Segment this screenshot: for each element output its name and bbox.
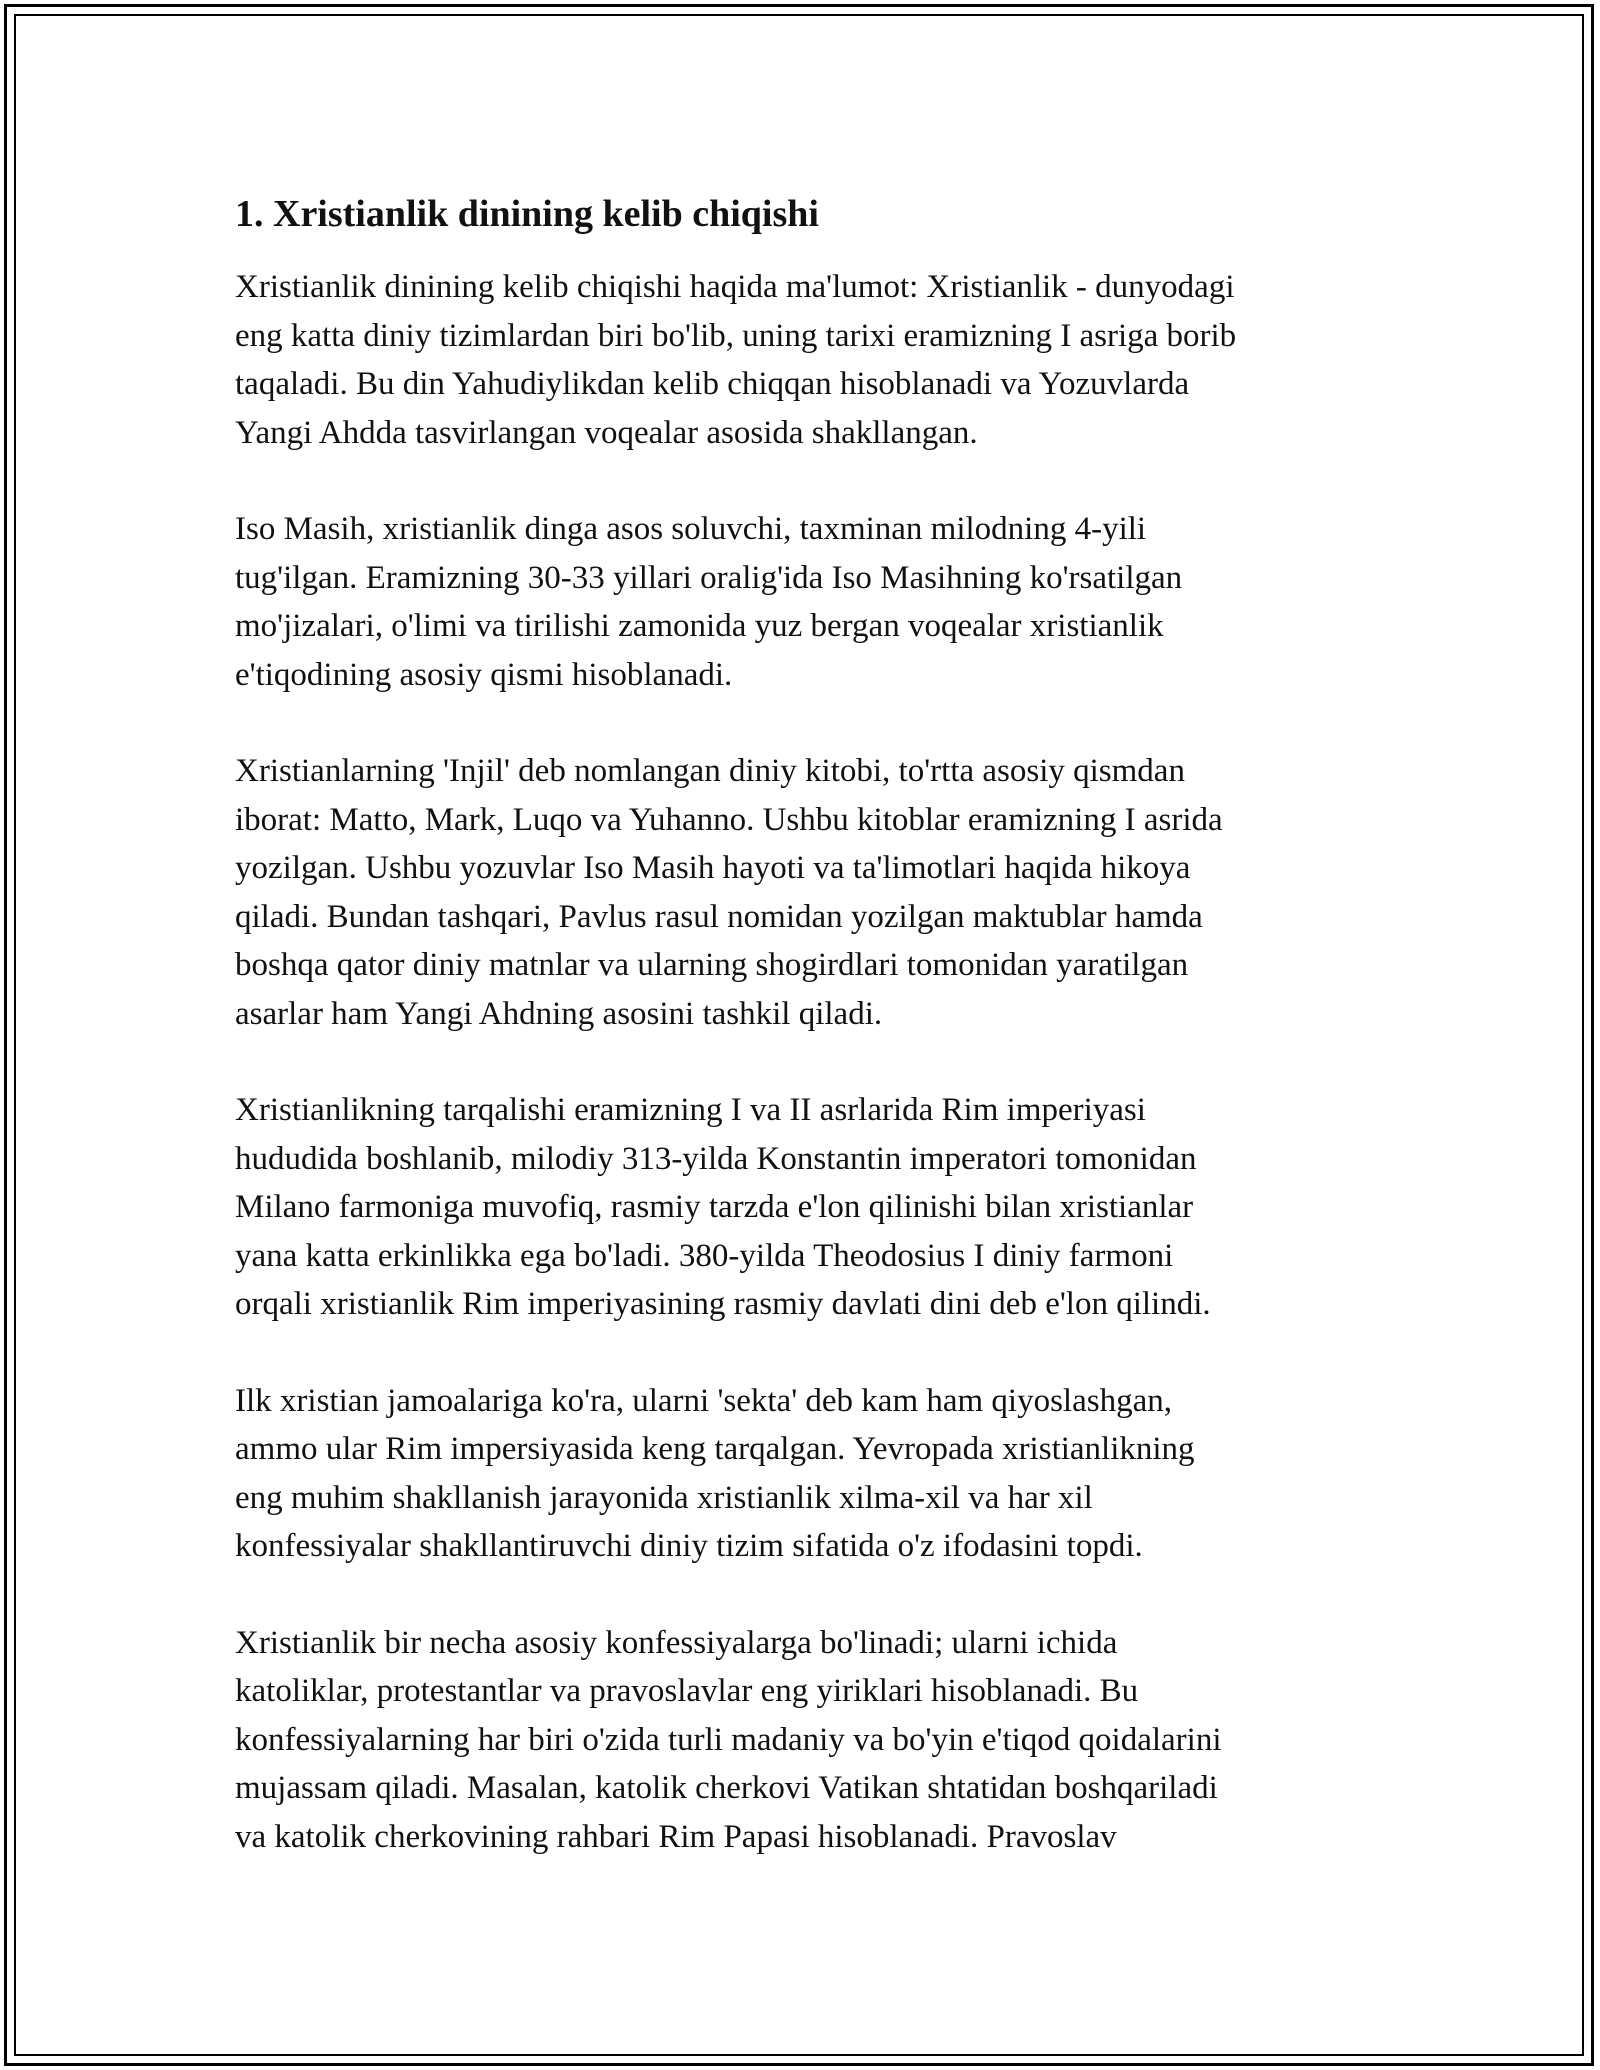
text-line: Milano farmoniga muvofiq, rasmiy tarzda e'lon qilinishi bilan xristianlar <box>235 1189 1194 1225</box>
text-line: katoliklar, protestantlar va pravoslavlar eng yiriklari hisoblanadi. Bu <box>235 1673 1139 1709</box>
text-line: orqali xristianlik Rim imperiyasining rasmiy davlati dini deb e'lon qilindi. <box>235 1286 1211 1322</box>
body-paragraph-4 <box>235 1086 1365 1329</box>
text-line: Xristianlik bir necha asosiy konfessiyalarga bo'linadi; ularni ichida <box>235 1624 1118 1661</box>
text-line: ammo ular Rim impersiyasida keng tarqalgan. Yevropada xristianlikning <box>235 1431 1195 1467</box>
text-line: Yangi Ahdda tasvirlangan voqealar asosida shakllangan. <box>235 414 978 451</box>
body-paragraph-5 <box>235 1377 1365 1571</box>
text-line: konfessiyalarning har biri o'zida turli madaniy va bo'yin e'tiqod qoidalarini <box>235 1721 1222 1758</box>
text-line: Xristianlik dinining kelib chiqishi haqida ma'lumot: Xristianlik - dunyodagi <box>235 269 1235 305</box>
text-line: qiladi. Bundan tashqari, Pavlus rasul nomidan yozilgan maktublar hamda <box>235 898 1203 935</box>
body-paragraph-1 <box>235 263 1365 457</box>
text-line: taqaladi. Bu din Yahudiylikdan kelib chiqqan hisoblanadi va Yozuvlarda <box>235 366 1190 402</box>
text-line: mo'jizalari, o'limi va tirilishi zamonida yuz bergan voqealar xristianlik <box>235 608 1164 644</box>
text-line: Xristianlikning tarqalishi eramizning I va II asrlarida Rim imperiyasi <box>235 1092 1146 1128</box>
text-line: eng muhim shakllanish jarayonida xristianlik xilma-xil va har xil <box>235 1479 1093 1516</box>
text-line: hududida boshlanib, milodiy 313-yilda Konstantin imperatori tomonidan <box>235 1140 1197 1177</box>
section-heading: 1. Xristianlik dinining kelib chiqishi <box>235 193 819 235</box>
paragraph-list <box>235 263 1365 1861</box>
text-line: yana katta erkinlikka ega bo'ladi. 380-yilda Theodosius I diniy farmoni <box>235 1237 1174 1274</box>
text-line: Iso Masih, xristianlik dinga asos soluvchi, taxminan milodning 4-yili <box>235 511 1147 547</box>
text-line: Xristianlarning 'Injil' deb nomlangan diniy kitobi, to'rtta asosiy qismdan <box>235 753 1185 789</box>
text-line: konfessiyalar shakllantiruvchi diniy tizim sifatida o'z ifodasini topdi. <box>235 1528 1143 1564</box>
text-line: eng katta diniy tizimlardan biri bo'lib, uning tarixi eramizning I asriga borib <box>235 317 1237 354</box>
body-paragraph-6 <box>235 1619 1365 1862</box>
text-line: boshqa qator diniy matnlar va ularning shogirdlari tomonidan yaratilgan <box>235 947 1189 983</box>
text-line: tug'ilgan. Eramizning 30-33 yillari oralig'ida Iso Masihning ko'rsatilgan <box>235 559 1183 596</box>
text-line: e'tiqodining asosiy qismi hisoblanadi. <box>235 656 733 693</box>
text-line: yozilgan. Ushbu yozuvlar Iso Masih hayoti va ta'limotlari haqida hikoya <box>235 850 1191 886</box>
body-paragraph-2 <box>235 505 1365 699</box>
text-line: Ilk xristian jamoalariga ko'ra, ularni 'sekta' deb kam ham qiyoslashgan, <box>235 1382 1172 1419</box>
text-line: asarlar ham Yangi Ahdning asosini tashkil qiladi. <box>235 995 883 1032</box>
text-line: iborat: Matto, Mark, Luqo va Yuhanno. Ushbu kitoblar eramizning I asrida <box>235 801 1223 838</box>
text-line: mujassam qiladi. Masalan, katolik cherkovi Vatikan shtatidan boshqariladi <box>235 1770 1218 1806</box>
document-body <box>235 185 1365 1861</box>
text-line: va katolik cherkovining rahbari Rim Papasi hisoblanadi. Pravoslav <box>235 1818 1117 1855</box>
body-paragraph-3 <box>235 747 1365 1038</box>
